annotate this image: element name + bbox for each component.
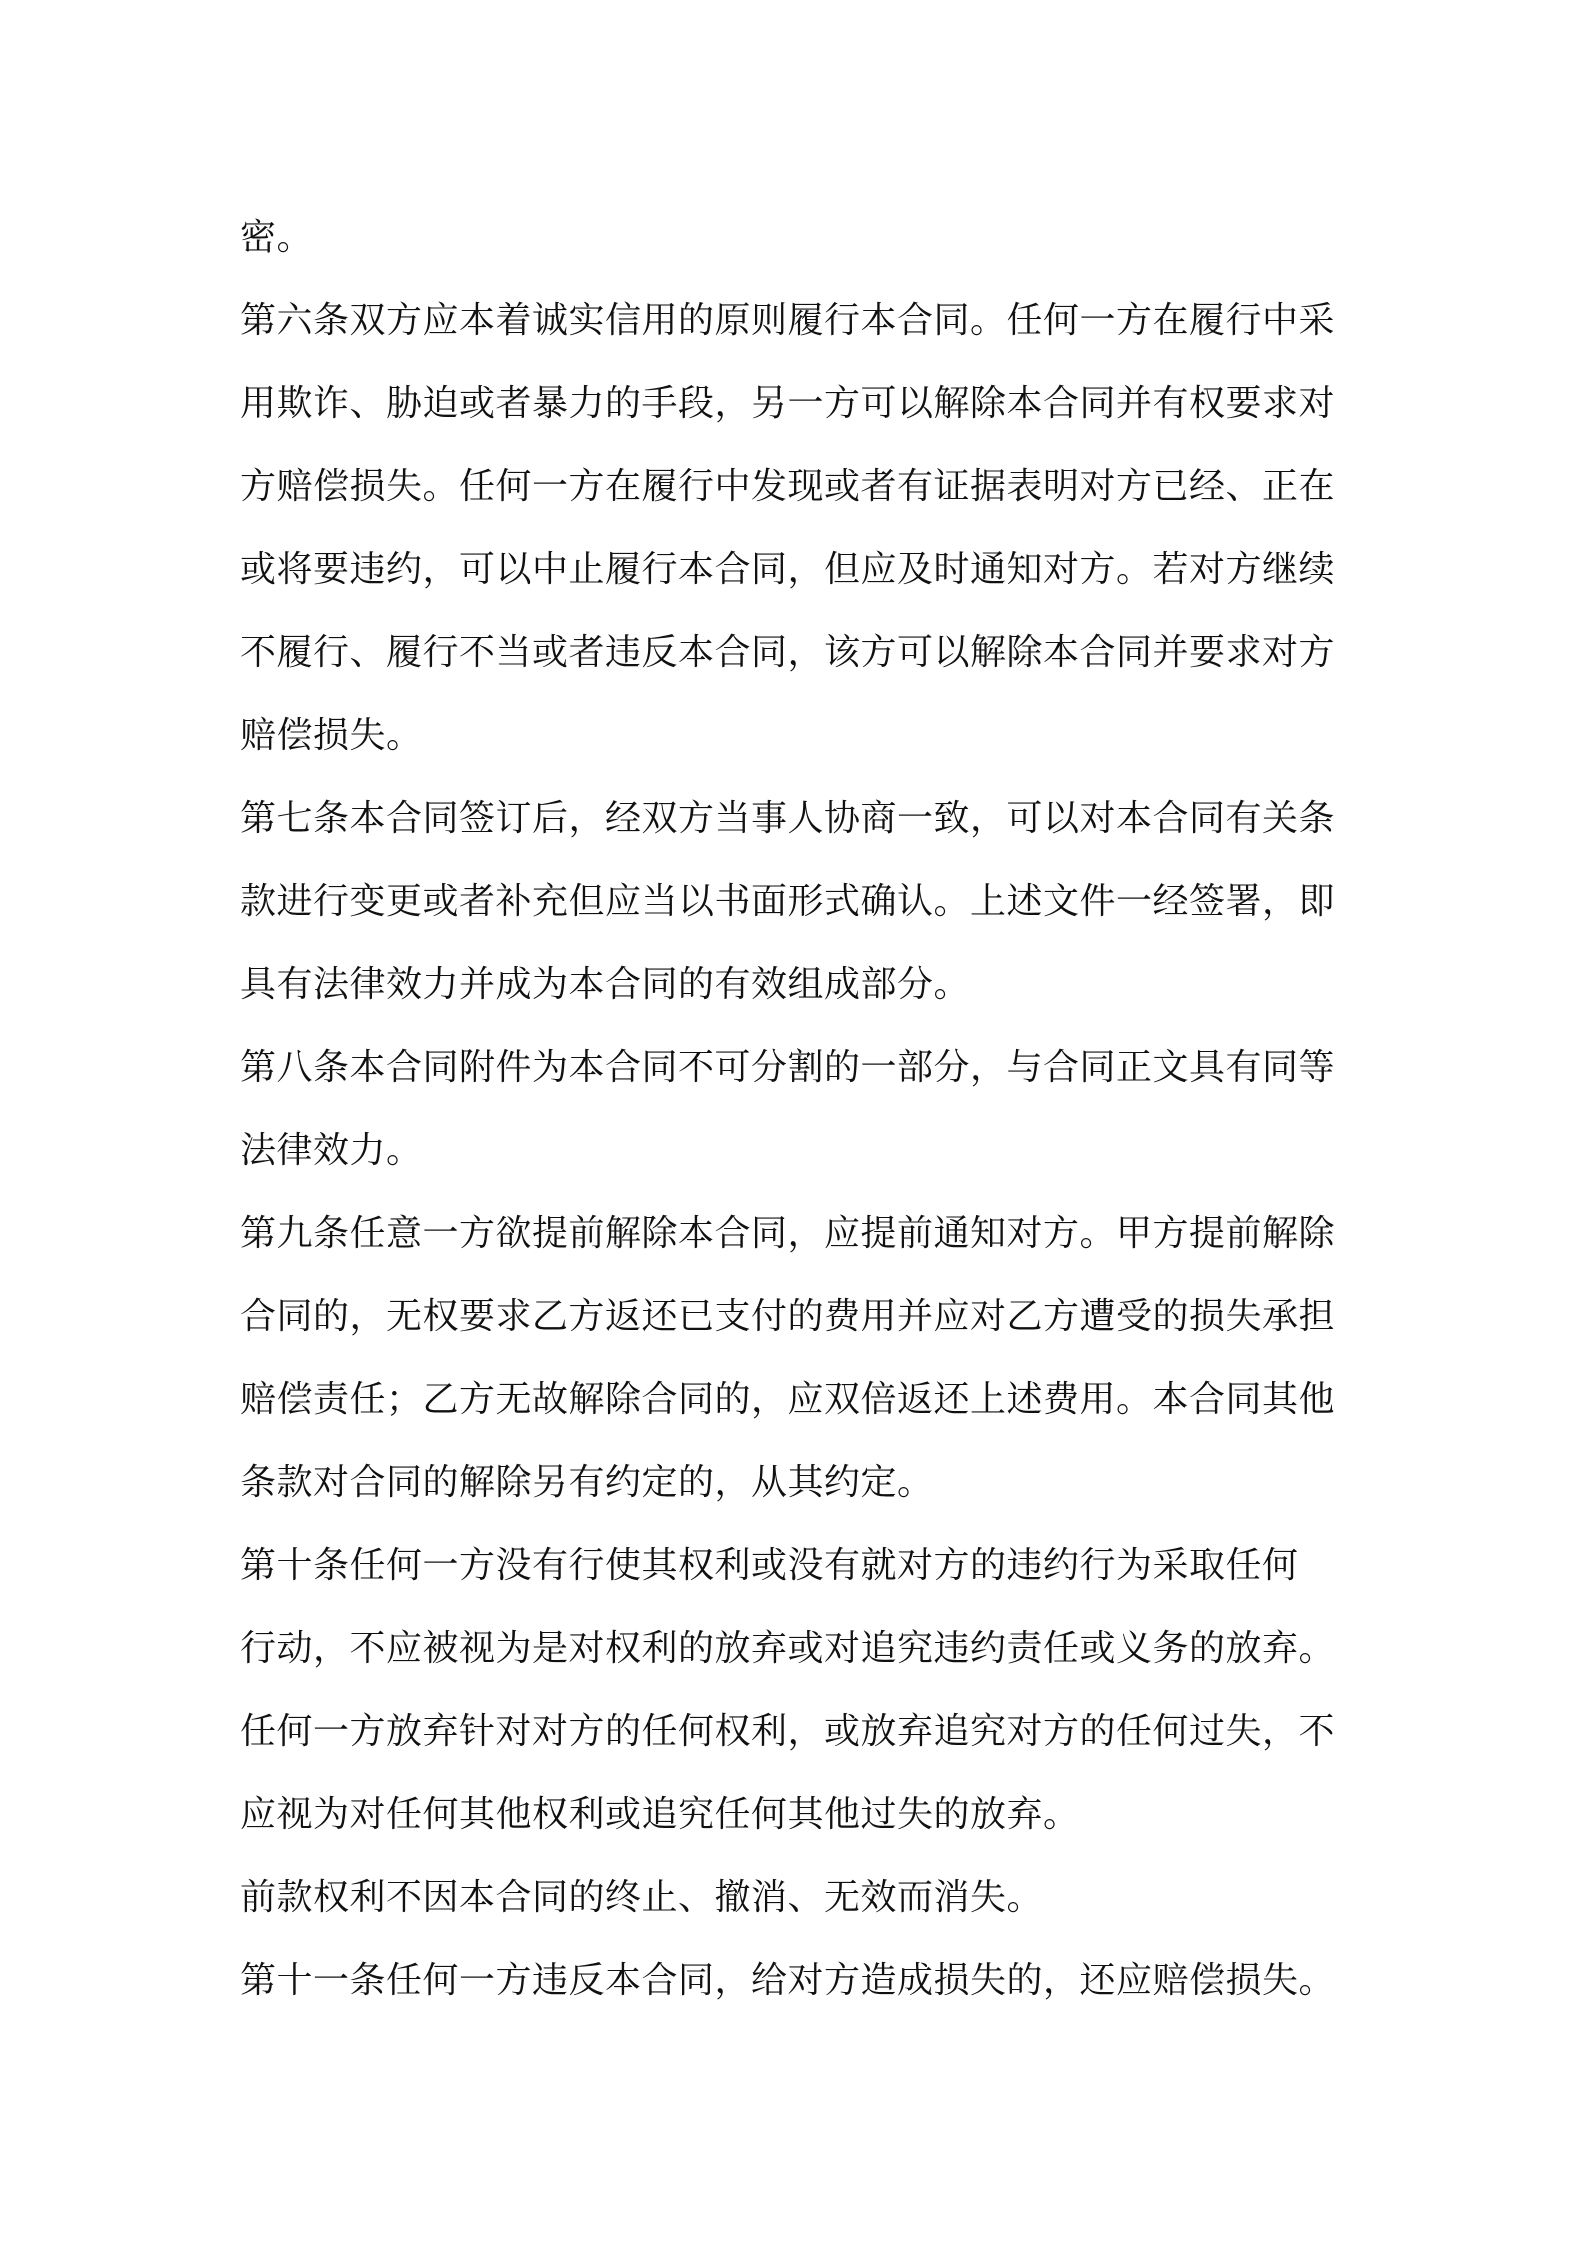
text-line: 不履行、履行不当或者违反本合同，该方可以解除本合同并要求对方 — [240, 632, 1336, 673]
text-line: 第六条双方应本着诚实信用的原则履行本合同。任何一方在履行中采 — [240, 300, 1336, 341]
text-line: 任何一方放弃针对对方的任何权利，或放弃追究对方的任何过失，不 — [240, 1711, 1336, 1752]
text-line: 密。 — [240, 217, 314, 258]
text-line: 款进行变更或者补充但应当以书面形式确认。上述文件一经签署，即 — [240, 881, 1336, 922]
text-line: 前款权利不因本合同的终止、撤消、无效而消失。 — [240, 1877, 1044, 1918]
text-line: 第十一条任何一方违反本合同，给对方造成损失的，还应赔偿损失。 — [240, 1960, 1336, 2001]
text-line: 方赔偿损失。任何一方在履行中发现或者有证据表明对方已经、正在 — [240, 466, 1336, 507]
text-line: 应视为对任何其他权利或追究任何其他过失的放弃。 — [240, 1794, 1080, 1835]
text-line: 赔偿责任；乙方无故解除合同的，应双倍返还上述费用。本合同其他 — [240, 1379, 1336, 1420]
document-page — [240, 196, 1365, 2022]
text-line: 具有法律效力并成为本合同的有效组成部分。 — [240, 964, 971, 1005]
text-line: 用欺诈、胁迫或者暴力的手段，另一方可以解除本合同并有权要求对 — [240, 383, 1336, 424]
text-line: 第七条本合同签订后，经双方当事人协商一致，可以对本合同有关条 — [240, 798, 1336, 839]
text-line: 条款对合同的解除另有约定的，从其约定。 — [240, 1462, 934, 1503]
text-line: 或将要违约，可以中止履行本合同，但应及时通知对方。若对方继续 — [240, 549, 1336, 590]
text-line: 行动，不应被视为是对权利的放弃或对追究违约责任或义务的放弃。 — [240, 1628, 1336, 1669]
text-line: 合同的，无权要求乙方返还已支付的费用并应对乙方遭受的损失承担 — [240, 1296, 1336, 1337]
text-line: 法律效力。 — [240, 1130, 423, 1171]
text-line: 赔偿损失。 — [240, 715, 423, 756]
text-line: 第八条本合同附件为本合同不可分割的一部分，与合同正文具有同等 — [240, 1047, 1336, 1088]
text-line: 第九条任意一方欲提前解除本合同，应提前通知对方。甲方提前解除 — [240, 1213, 1336, 1254]
text-line: 第十条任何一方没有行使其权利或没有就对方的违约行为采取任何 — [240, 1545, 1299, 1586]
